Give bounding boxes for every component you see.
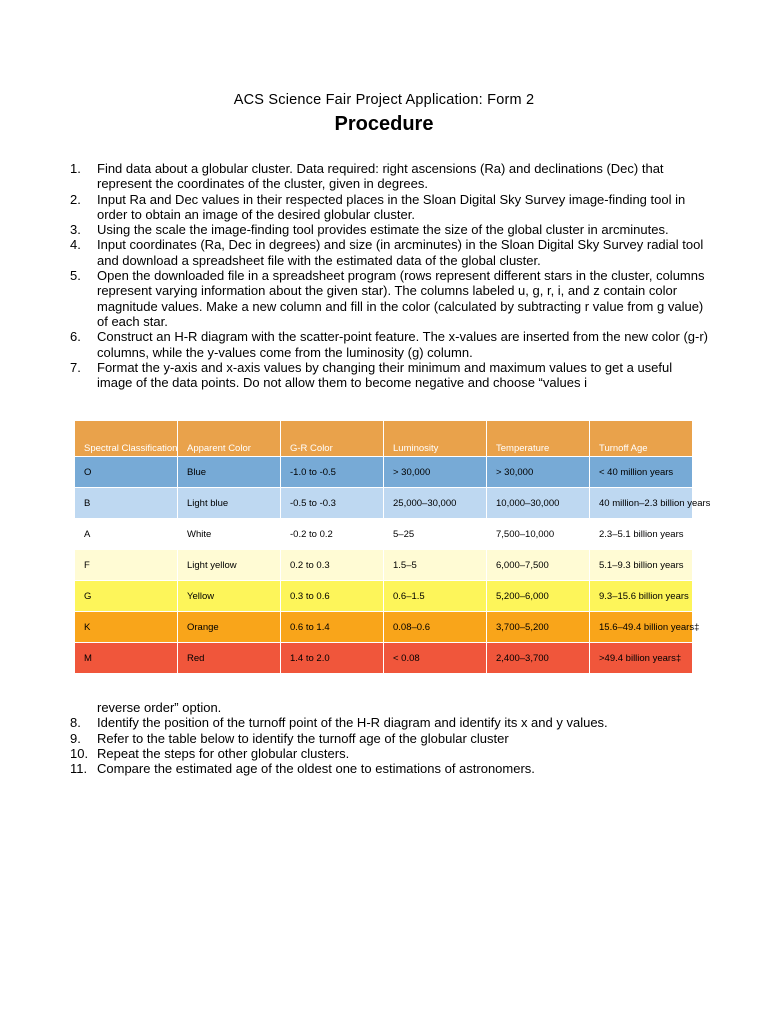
step-text: Refer to the table below to identify the turnoff age of the globular cluster [97, 730, 509, 746]
table-cell: 0.6 to 1.4 [281, 612, 384, 643]
procedure-steps-list [70, 161, 710, 390]
procedure-step [70, 268, 710, 329]
table-cell: -0.5 to -0.3 [281, 488, 384, 519]
procedure-step [70, 731, 710, 746]
table-row [75, 488, 693, 519]
table-cell: 0.6–1.5 [384, 581, 487, 612]
table-cell: 25,000–30,000 [384, 488, 487, 519]
procedure-steps-list-continued [70, 700, 710, 776]
table-cell: -1.0 to -0.5 [281, 457, 384, 488]
table-cell: Yellow [178, 581, 281, 612]
step-number: 7. [70, 359, 81, 375]
step-number: 1. [70, 161, 81, 176]
table-header-row [75, 421, 693, 457]
table-cell: B [75, 488, 178, 519]
step-number: 6. [70, 329, 81, 345]
document-title: ACS Science Fair Project Application: Form 2 [233, 92, 535, 108]
table-row [75, 581, 693, 612]
procedure-step [70, 715, 710, 730]
table-cell: 6,000–7,500 [487, 550, 590, 581]
table-cell: > 30,000 [487, 457, 590, 488]
page-heading: Procedure [334, 113, 434, 135]
procedure-step [70, 237, 710, 268]
step-number: 11. [70, 761, 88, 777]
table-row [75, 550, 693, 581]
table-cell: >49.4 billion years‡ [590, 643, 693, 674]
step-continuation: reverse order” option. [97, 700, 222, 715]
step-number: 2. [70, 191, 81, 207]
table-cell: F [75, 550, 178, 581]
table-cell: 5,200–6,000 [487, 581, 590, 612]
table-row [75, 643, 693, 674]
table-cell: Light yellow [178, 550, 281, 581]
table-cell: Blue [178, 457, 281, 488]
table-cell: 3,700–5,200 [487, 612, 590, 643]
step-text: Open the downloaded file in a spreadsheet program (rows represent different stars in the cluster, columns represent varying information about the given star). The columns labeled u, g, r, i, and z contain color magnitude values. Make a new column and fill in the color (calculated by subtracting r value from g value) of each star. [97, 268, 705, 329]
step-number: 5. [70, 268, 81, 284]
table-header-cell: Luminosity [384, 421, 487, 457]
table-cell: K [75, 612, 178, 643]
table-cell: -0.2 to 0.2 [281, 519, 384, 550]
step-text: Using the scale the image-finding tool provides estimate the size of the global cluster in arcminutes. [97, 222, 669, 238]
procedure-step [70, 161, 710, 192]
table-row [75, 457, 693, 488]
table-cell: > 30,000 [384, 457, 487, 488]
table-cell: 0.2 to 0.3 [281, 550, 384, 581]
table-cell: 0.3 to 0.6 [281, 581, 384, 612]
table-cell: 1.5–5 [384, 550, 487, 581]
procedure-step [70, 746, 710, 761]
table-cell: 10,000–30,000 [487, 488, 590, 519]
procedure-step [70, 192, 710, 223]
table-cell: 40 million–2.3 billion years [590, 488, 693, 519]
table-cell: 7,500–10,000 [487, 519, 590, 550]
table-row [75, 612, 693, 643]
step-text: Construct an H-R diagram with the scatter-point feature. The x-values are inserted from the new color (g-r) columns, while the y-values come from the luminosity (g) column. [97, 329, 709, 360]
procedure-step [70, 222, 710, 237]
table-header-cell: Turnoff Age [590, 421, 693, 457]
table-cell: G [75, 581, 178, 612]
table-header-cell: Spectral Classification [75, 421, 178, 457]
table-cell: M [75, 643, 178, 674]
table-cell: O [75, 457, 178, 488]
step-number: 10. [70, 745, 89, 761]
table-cell: 5.1–9.3 billion years [590, 550, 693, 581]
table-cell: A [75, 519, 178, 550]
step-text: Repeat the steps for other globular clusters. [97, 745, 350, 761]
table-cell: 2.3–5.1 billion years [590, 519, 693, 550]
step-number: 3. [70, 222, 81, 238]
step-number: 9. [70, 730, 81, 746]
table-cell: < 40 million years [590, 457, 693, 488]
step-number: 4. [70, 237, 81, 253]
table-cell: 5–25 [384, 519, 487, 550]
step-number: 8. [70, 715, 81, 731]
procedure-step [70, 761, 710, 776]
table-cell: 15.6–49.4 billion years‡ [590, 612, 693, 643]
table-cell: Light blue [178, 488, 281, 519]
table-cell: White [178, 519, 281, 550]
table-header-cell: G-R Color [281, 421, 384, 457]
table-cell: < 0.08 [384, 643, 487, 674]
step-text: Identify the position of the turnoff point of the H-R diagram and identify its x and y values. [97, 715, 608, 731]
step-text: Input coordinates (Ra, Dec in degrees) and size (in arcminutes) in the Sloan Digital Sky Survey radial tool and download a spreadsheet file with the estimated data of the global cluster. [97, 237, 704, 268]
table-cell: 9.3–15.6 billion years [590, 581, 693, 612]
procedure-step [70, 329, 710, 360]
step-text: Compare the estimated age of the oldest one to estimations of astronomers. [97, 761, 535, 777]
table-header-cell: Temperature [487, 421, 590, 457]
table-cell: 1.4 to 2.0 [281, 643, 384, 674]
table-header-cell: Apparent Color [178, 421, 281, 457]
step-text: Find data about a globular cluster. Data required: right ascensions (Ra) and declinations (Dec) that represent the coordinates of the cluster, given in degrees. [97, 161, 664, 192]
table-cell: 0.08–0.6 [384, 612, 487, 643]
step-text: Input Ra and Dec values in their respected places in the Sloan Digital Sky Survey image-finding tool in order to obtain an image of the desired globular cluster. [97, 191, 686, 222]
table-row [75, 519, 693, 550]
table-cell: 2,400–3,700 [487, 643, 590, 674]
procedure-step [70, 360, 710, 391]
spectral-classification-table [74, 420, 711, 674]
spectral-classification-table-wrapper [74, 420, 711, 676]
table-cell: Red [178, 643, 281, 674]
table-cell: Orange [178, 612, 281, 643]
step-text: Format the y-axis and x-axis values by changing their minimum and maximum values to get a useful image of the data points. Do not allow them to become negative and choose “values i [97, 359, 673, 391]
